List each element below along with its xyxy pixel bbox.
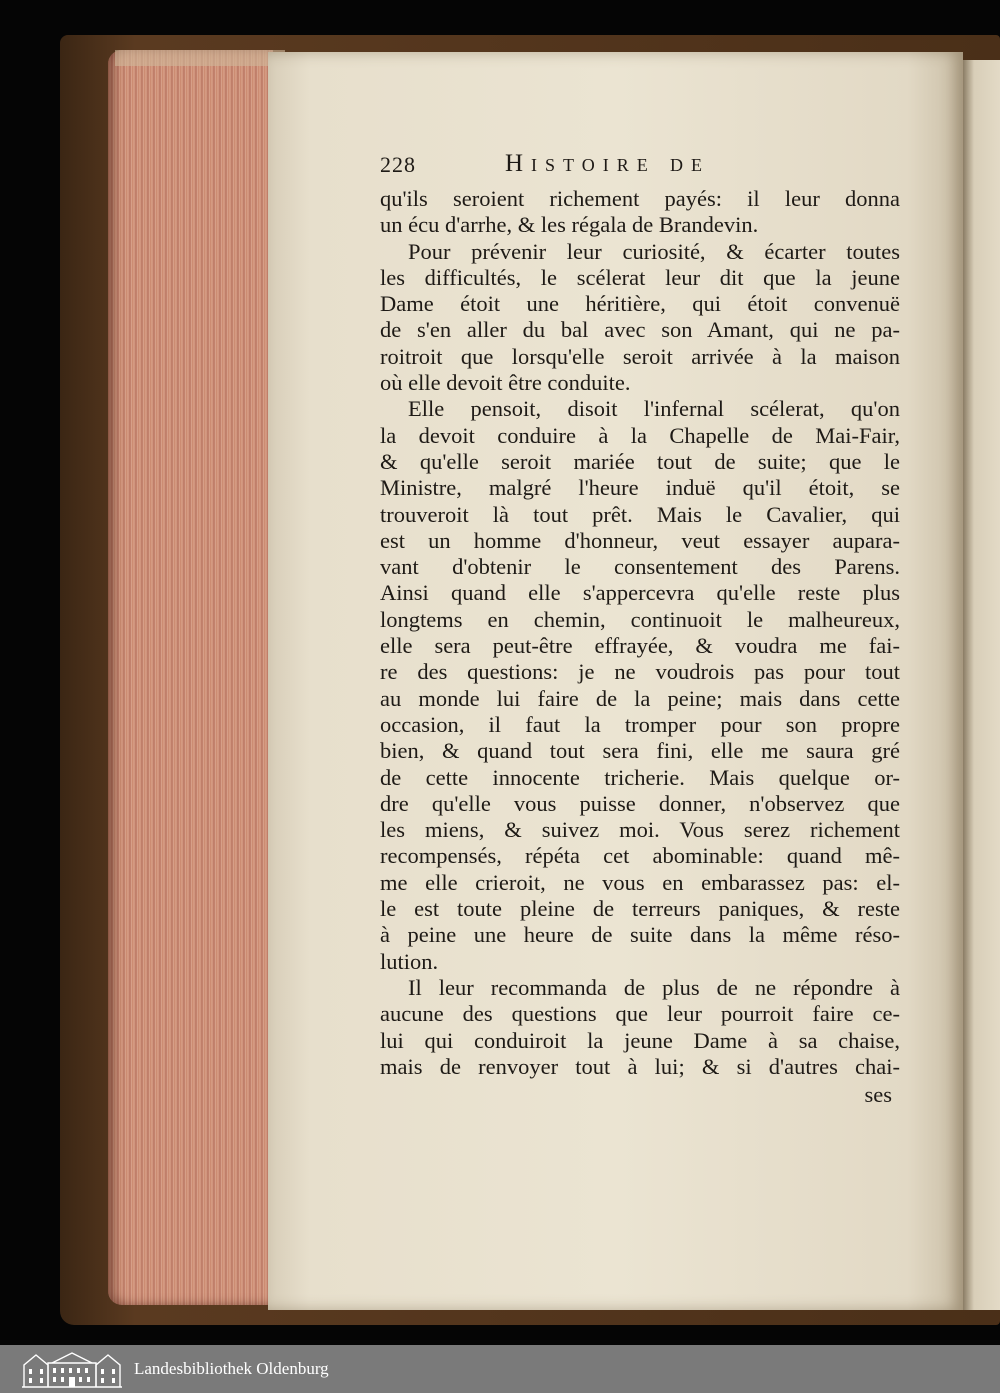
text-line: où elle devoit être conduite. bbox=[380, 370, 631, 396]
text-line: Il leur recommanda de plus de ne répondre à bbox=[408, 974, 900, 1000]
text-line: de s'en aller du bal avec son Amant, qui ne pa- bbox=[380, 317, 900, 343]
text-line: lution. bbox=[380, 948, 439, 974]
text-line: est un homme d'honneur, veut essayer aupara- bbox=[380, 527, 900, 553]
text-line: à peine une heure de suite dans la même réso- bbox=[380, 922, 900, 948]
text-line: les difficultés, le scélerat leur dit que la jeune bbox=[380, 264, 900, 290]
text-line: Ministre, malgré l'heure induë qu'il étoit, se bbox=[380, 475, 900, 501]
text-line: un écu d'arrhe, & les régala de Brandevin. bbox=[380, 212, 759, 238]
text-line: de cette innocente tricherie. Mais quelque or- bbox=[380, 764, 900, 790]
text-line: me elle crieroit, ne vous en embarassez pas: el- bbox=[380, 869, 900, 895]
text-line: recompensés, répéta cet abominable: quand mê- bbox=[380, 843, 900, 869]
text-line: Pour prévenir leur curiosité, & écarter toutes bbox=[408, 238, 900, 264]
facing-page-edge bbox=[963, 60, 1000, 1310]
text-line: longtems en chemin, continuoit le malheureux, bbox=[380, 606, 900, 632]
text-line: au monde lui faire de la peine; mais dans cette bbox=[380, 685, 900, 711]
text-body bbox=[380, 186, 900, 1080]
page-edges bbox=[108, 50, 273, 1305]
text-line: Dame étoit une héritière, qui étoit convenuë bbox=[380, 291, 900, 317]
catchword: ses bbox=[864, 1082, 892, 1108]
library-name: Landesbibliothek Oldenburg bbox=[134, 1359, 329, 1378]
page-text bbox=[380, 150, 900, 1110]
text-line: la devoit conduire à la Chapelle de Mai-Fair, bbox=[380, 422, 900, 448]
text-line: bien, & quand tout sera fini, elle me saura gré bbox=[380, 738, 900, 764]
page-number: 228 bbox=[380, 152, 416, 177]
text-line: qu'ils seroient richement payés: il leur donna bbox=[380, 186, 900, 211]
running-head bbox=[380, 150, 900, 186]
text-line: vant d'obtenir le consentement des Parens. bbox=[380, 554, 900, 580]
text-line: mais de renvoyer tout à lui; & si d'autres chai- bbox=[380, 1053, 900, 1079]
text-line: les miens, & suivez moi. Vous serez richement bbox=[380, 817, 900, 843]
text-line: Elle pensoit, disoit l'infernal scélerat, qu'on bbox=[408, 396, 900, 422]
text-line: occasion, il faut la tromper pour son propre bbox=[380, 711, 900, 737]
text-line: le est toute pleine de terreurs paniques, & reste bbox=[380, 896, 900, 922]
text-line: aucune des questions que leur pourroit faire ce- bbox=[380, 1001, 900, 1027]
page-edges-top bbox=[115, 50, 285, 66]
footer-bar bbox=[0, 1345, 1000, 1393]
text-line: trouveroit là tout prêt. Mais le Cavalier, qui bbox=[380, 501, 900, 527]
text-line: lui qui conduiroit la jeune Dame à sa chaise, bbox=[380, 1027, 900, 1053]
text-line: Ainsi quand elle s'appercevra qu'elle reste plus bbox=[380, 580, 900, 606]
text-line: re des questions: je ne voudrois pas pour tout bbox=[380, 659, 900, 685]
text-line: dre qu'elle vous puisse donner, n'observez que bbox=[380, 790, 900, 816]
text-line: elle sera peut-être effrayée, & voudra me fai- bbox=[380, 633, 900, 659]
text-line: roitroit que lorsqu'elle seroit arrivée à la maison bbox=[380, 343, 900, 369]
text-line: & qu'elle seroit mariée tout de suite; que le bbox=[380, 448, 900, 474]
running-title: Histoire de bbox=[505, 150, 710, 177]
library-building-icon bbox=[22, 1349, 122, 1389]
